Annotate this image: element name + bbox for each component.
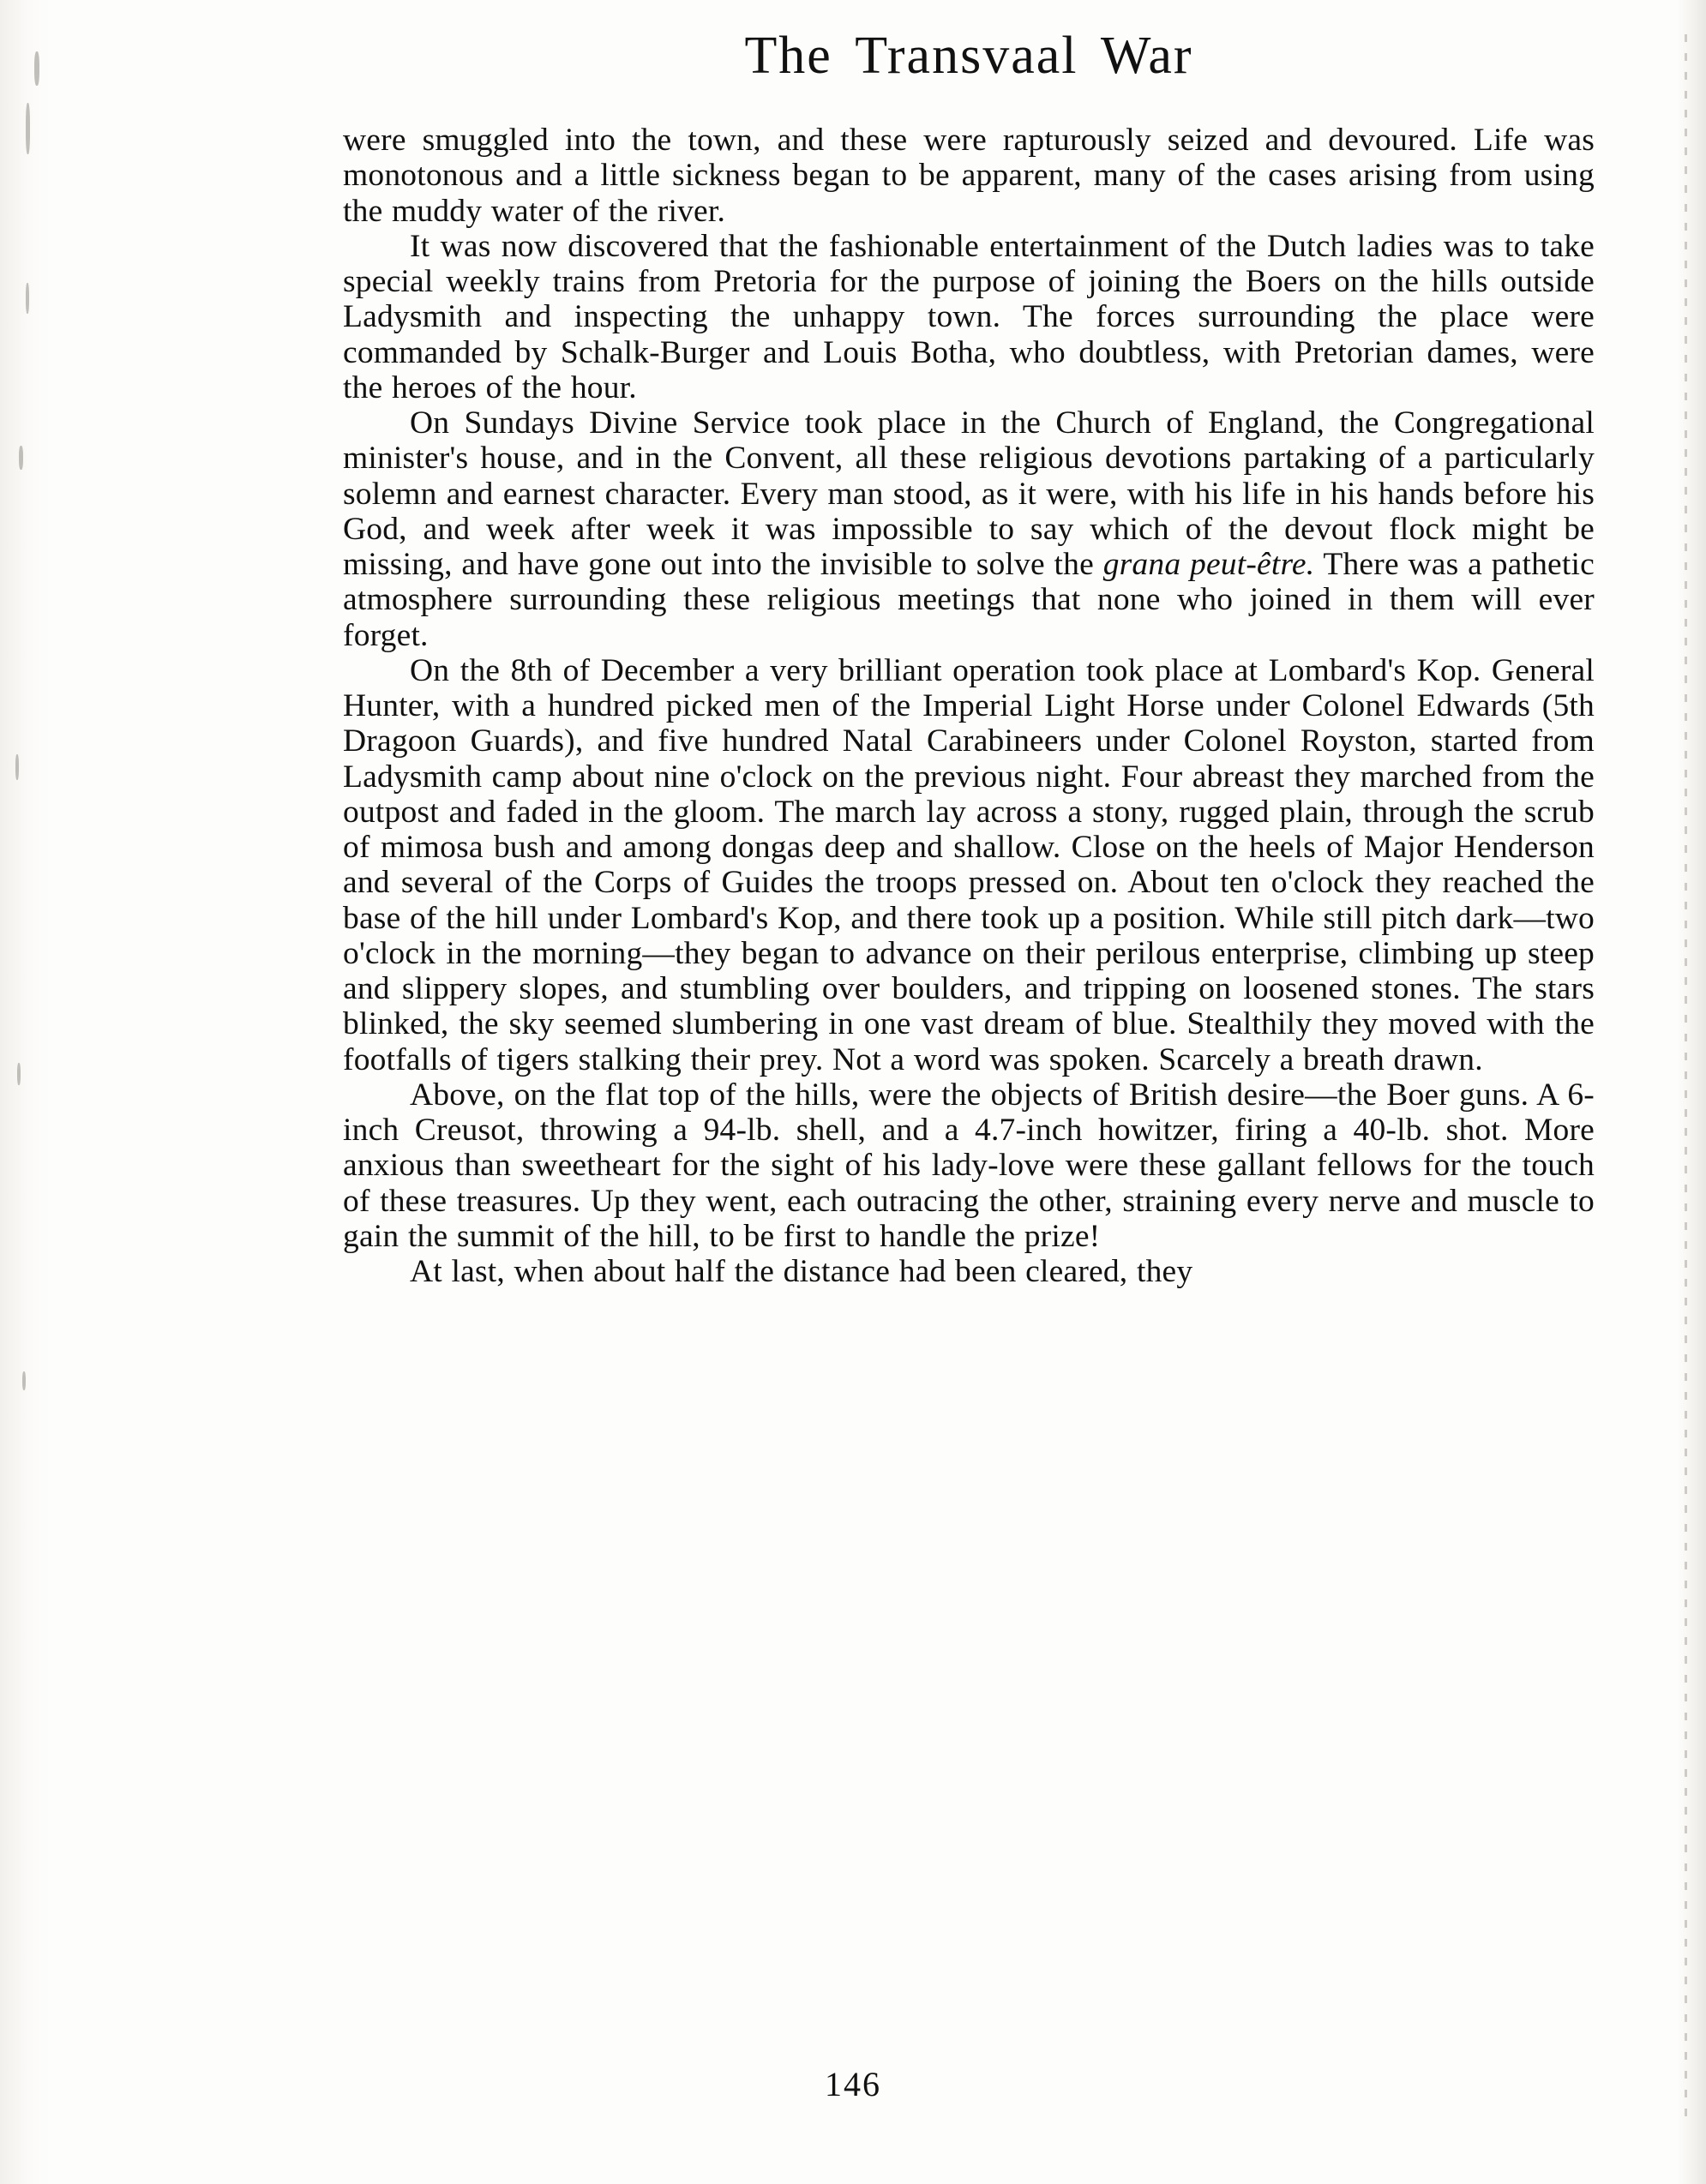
page-number: 146: [825, 2065, 881, 2103]
scan-speck: [17, 1063, 21, 1085]
page-right-scan-edge: [1677, 0, 1706, 2184]
paragraph-3: [343, 405, 1595, 653]
scan-speck: [26, 103, 30, 154]
scan-speck: [26, 283, 29, 314]
scan-speck: [19, 446, 23, 470]
scan-speck: [15, 754, 19, 780]
paragraph-3-part-2: There was a pathetic atmosphere surrounding these religious meetings that none who joined in them will ever forget.: [343, 547, 1595, 653]
page-left-scan-edge: [0, 0, 51, 2184]
scan-speck: [22, 1371, 26, 1390]
body-text: [343, 123, 1595, 1289]
paragraph-4: On the 8th of December a very brilliant operation took place at Lombard's Kop. General Hunter, with a hundred picked men of the Imperial Light Horse under Colonel Edwards (5th Dragoon Guards), and five hundred Natal Carabineers under Colonel Royston, started from Ladysmith camp about nine o'clock on the previous night. Four abreast they marched from the outpost and faded in the gloom. The march lay across a stony, rugged plain, through the scrub of mimosa bush and among dongas deep and shallow. Close on the heels of Major Henderson and several of the Corps of Guides the troops pressed on. About ten o'clock they reached the base of the hill under Lombard's Kop, and there took up a position. While still pitch dark—two o'clock in the morning—they began to advance on their perilous enterprise, climbing up steep and slippery slopes, and stumbling over boulders, and tripping on loosened stones. The stars blinked, the sky seemed slumbering in one vast dream of blue. Stealthily they moved with the footfalls of tigers stalking their prey. Not a word was spoken. Scarcely a breath drawn.: [343, 652, 1595, 1077]
scan-speck: [34, 51, 39, 86]
paragraph-6: At last, when about half the distance had been cleared, they: [410, 1254, 1193, 1289]
page-gutter-artifact: [1685, 34, 1687, 2126]
paragraph-1: were smuggled into the town, and these were rapturously seized and devoured. Life was monotonous and a little sickness began to be apparent, many of the cases arising from using the muddy water of the river.: [343, 123, 1595, 229]
running-head: The Transvaal War: [744, 27, 1193, 85]
paragraph-2: It was now discovered that the fashionable entertainment of the Dutch ladies was to take special weekly trains from Pretoria for the purpose of joining the Boers on the hills outside Ladysmith and inspecting the unhappy town. The forces surrounding the place were commanded by Schalk-Burger and Louis Botha, who doubtless, with Pretorian dames, were the heroes of the hour.: [343, 228, 1595, 405]
paragraph-3-italic-phrase: grana peut-être.: [1102, 547, 1315, 582]
page-content: [343, 26, 1595, 1289]
paragraph-5: Above, on the flat top of the hills, were the objects of British desire—the Boer guns. A 6-inch Creusot, throwing a 94-lb. shell, and a 4.7-inch howitzer, firing a 40-lb. shot. More anxious than sweetheart for the sight of his lady-love were these gallant fellows for the touch of these treasures. Up they went, each outracing the other, straining every nerve and muscle to gain the summit of the hill, to be first to handle the prize!: [343, 1077, 1595, 1254]
paragraph-3-part-1: On Sundays Divine Service took place in the Church of England, the Congregational minister's house, and in the Convent, all these religious devotions partaking of a particularly solemn and earnest character. Every man stood, as it were, with his life in his hands before his God, and week after week it was impossible to say which of the devout flock might be missing, and have gone out into the invisible to solve the: [343, 405, 1595, 582]
